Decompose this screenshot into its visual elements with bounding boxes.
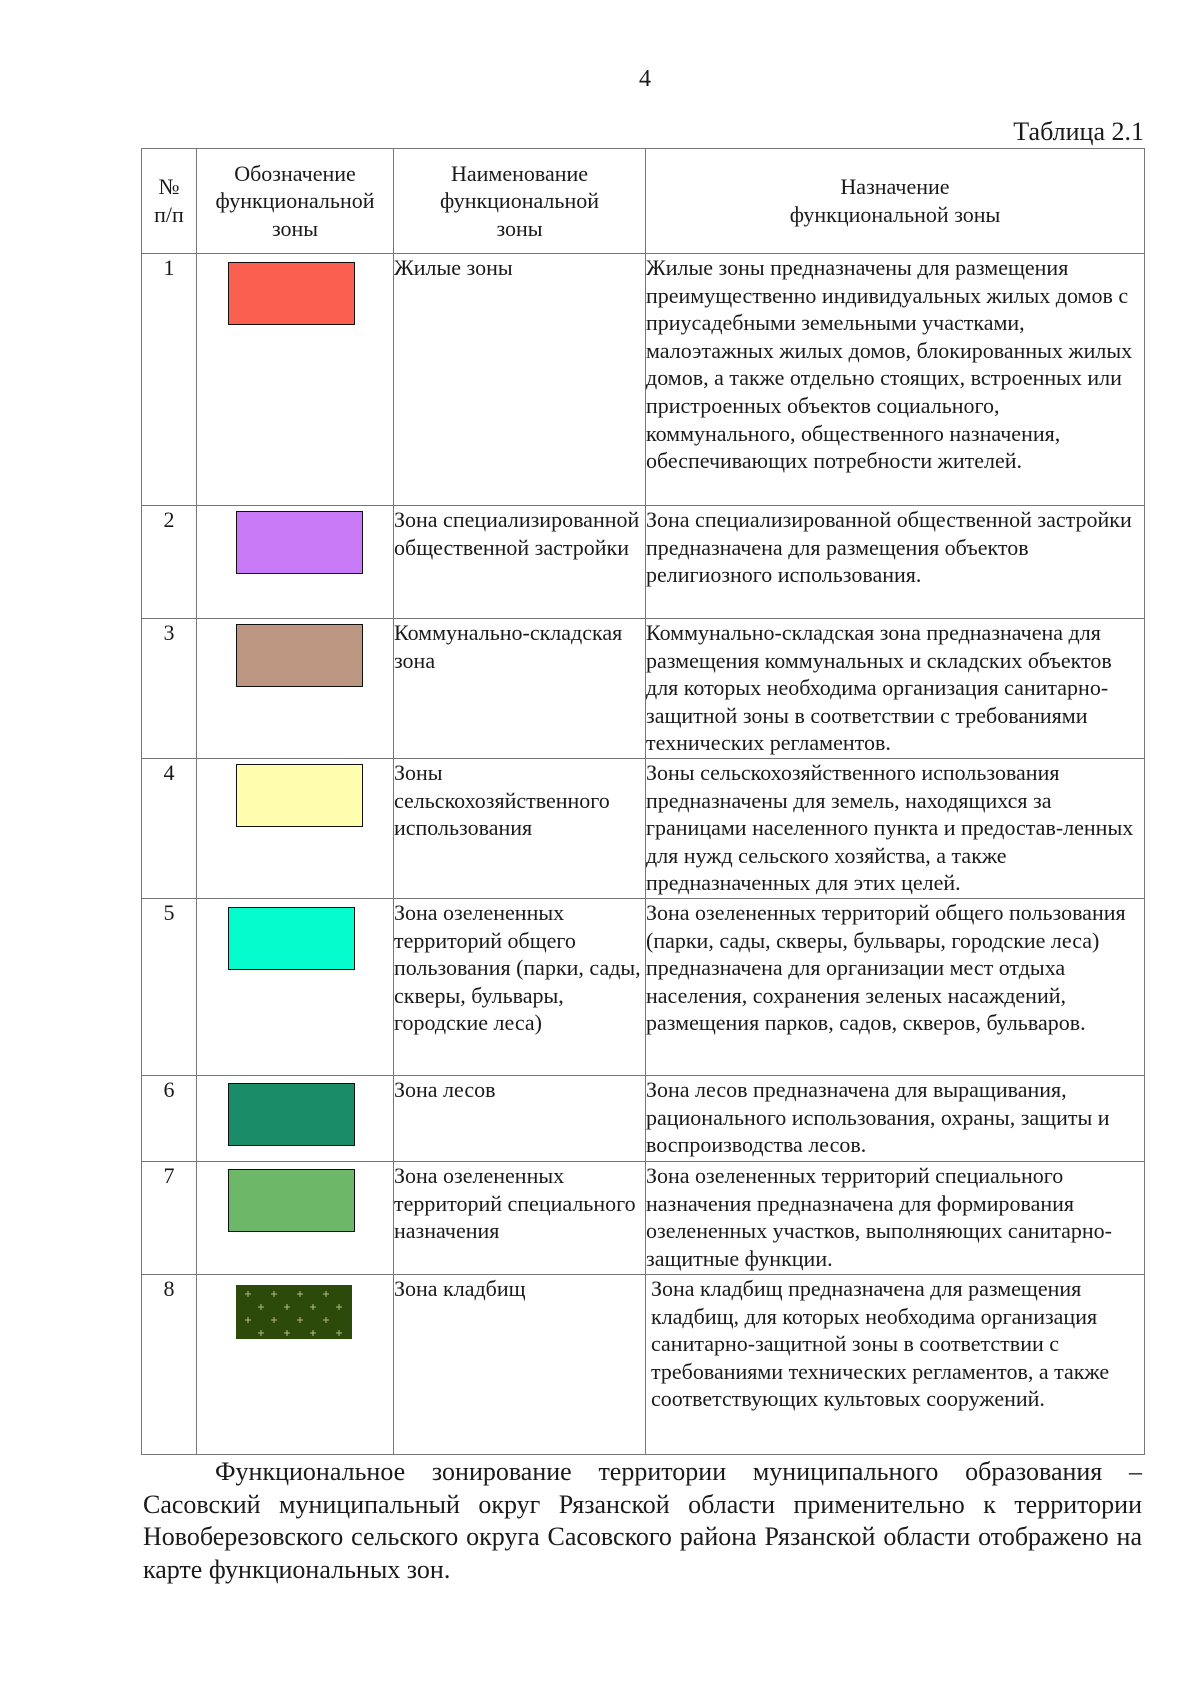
table-row	[142, 1076, 1145, 1162]
row-zone-purpose: Зона лесов предназначена для выращивания, рационального использования, охраны, защиты и воспроизводства лесов.	[646, 1076, 1145, 1162]
row-num: 8	[142, 1275, 197, 1455]
header-name	[394, 149, 646, 254]
zone-color-swatch	[228, 262, 355, 325]
header-num-text: № п/п	[154, 174, 184, 227]
row-zone-name: Зона лесов	[394, 1076, 646, 1162]
row-symbol	[197, 899, 394, 1076]
row-zone-purpose: Зона озелененных территорий общего пользования (парки, сады, скверы, бульвары, городские леса) предназначена для организации мест отдыха населения, сохранения зеленых насаждений, размещения парков, садов, скверов, бульваров.	[646, 899, 1145, 1076]
header-symbol-text: Обозначение функциональной зоны	[215, 160, 375, 241]
row-num: 6	[142, 1076, 197, 1162]
table-row	[142, 254, 1145, 506]
cemetery-pattern-swatch	[236, 1285, 355, 1339]
row-zone-name: Зона озелененных территорий общего пользования (парки, сады, скверы, бульвары, городские леса)	[394, 899, 646, 1076]
row-zone-name: Зона специализированной общественной застройки	[394, 506, 646, 619]
header-purpose-text: Назначение функциональной зоны	[789, 174, 1001, 227]
row-zone-purpose: Жилые зоны предназначены для размещения преимущественно индивидуальных жилых домов с приусадебными земельными участками, малоэтажных жилых домов, блокированных жилых домов, а также отдельно стоящих, встроенных или пристроенных объектов социального, коммунального, общественного назначения, обеспечивающих потребности жителей.	[646, 254, 1145, 506]
row-num: 5	[142, 899, 197, 1076]
row-num: 2	[142, 506, 197, 619]
row-num: 3	[142, 619, 197, 759]
row-num: 4	[142, 759, 197, 899]
zone-color-swatch	[236, 624, 363, 687]
body-paragraph: Функциональное зонирование территории муниципального образования – Сасовский муниципальный округ Рязанской области применительно к территории Новоберезовского сельского округа Сасовского района Рязанской области отображено на карте функциональных зон.	[143, 1457, 1142, 1584]
row-zone-purpose: Зона специализированной общественной застройки предназначена для размещения объектов религиозного использования.	[646, 506, 1145, 619]
header-name-text: Наименование функциональной зоны	[439, 160, 599, 241]
row-num: 1	[142, 254, 197, 506]
header-num	[142, 149, 197, 254]
table-row	[142, 1275, 1145, 1455]
row-symbol	[197, 254, 394, 506]
zone-color-swatch	[228, 1169, 355, 1232]
cemetery-swatch-fill	[236, 1285, 355, 1339]
row-symbol	[197, 506, 394, 619]
table-caption: Таблица 2.1	[1013, 117, 1144, 146]
row-symbol	[197, 759, 394, 899]
row-num: 7	[142, 1162, 197, 1275]
row-zone-name: Зона озелененных территорий специального назначения	[394, 1162, 646, 1275]
zone-color-swatch	[228, 907, 355, 970]
row-zone-name: Зоны сельскохозяйственного использования	[394, 759, 646, 899]
table-row	[142, 1162, 1145, 1275]
row-zone-purpose: Зона озелененных территорий специального назначения предназначена для формирования озелененных участков, выполняющих санитарно-защитные функции.	[646, 1162, 1145, 1275]
header-symbol	[197, 149, 394, 254]
row-zone-name: Коммунально-складская зона	[394, 619, 646, 759]
table-row	[142, 899, 1145, 1076]
row-symbol	[197, 1076, 394, 1162]
zone-color-swatch	[228, 1083, 355, 1146]
table-row	[142, 506, 1145, 619]
table-row	[142, 619, 1145, 759]
row-zone-purpose: Зоны сельскохозяйственного использования предназначены для земель, находящихся за границами населенного пункта и предостав-ленных для нужд сельского хозяйства, а также предназначенных для этих целей.	[646, 759, 1145, 899]
table-header-row	[142, 149, 1145, 254]
row-zone-name: Зона кладбищ	[394, 1275, 646, 1455]
zone-color-swatch	[236, 511, 363, 574]
header-purpose	[646, 149, 1145, 254]
page-number: 4	[639, 66, 651, 92]
zone-color-swatch	[236, 764, 363, 827]
row-symbol	[197, 1162, 394, 1275]
row-zone-name: Жилые зоны	[394, 254, 646, 506]
row-zone-purpose: Коммунально-складская зона предназначена для размещения коммунальных и складских объектов для которых необходима организация санитарно-защитной зоны в соответствии с требованиями технических регламентов.	[646, 619, 1145, 759]
cemetery-swatch-edge	[352, 1285, 355, 1339]
table-row	[142, 759, 1145, 899]
row-zone-purpose: Зона кладбищ предназначена для размещения кладбищ, для которых необходима организация санитарно-защитной зоны в соответствии с требованиями технических регламентов, а также соответствующих культовых сооружений.	[646, 1275, 1145, 1455]
row-symbol	[197, 619, 394, 759]
functional-zones-table	[141, 148, 1145, 1455]
row-symbol	[197, 1275, 394, 1455]
